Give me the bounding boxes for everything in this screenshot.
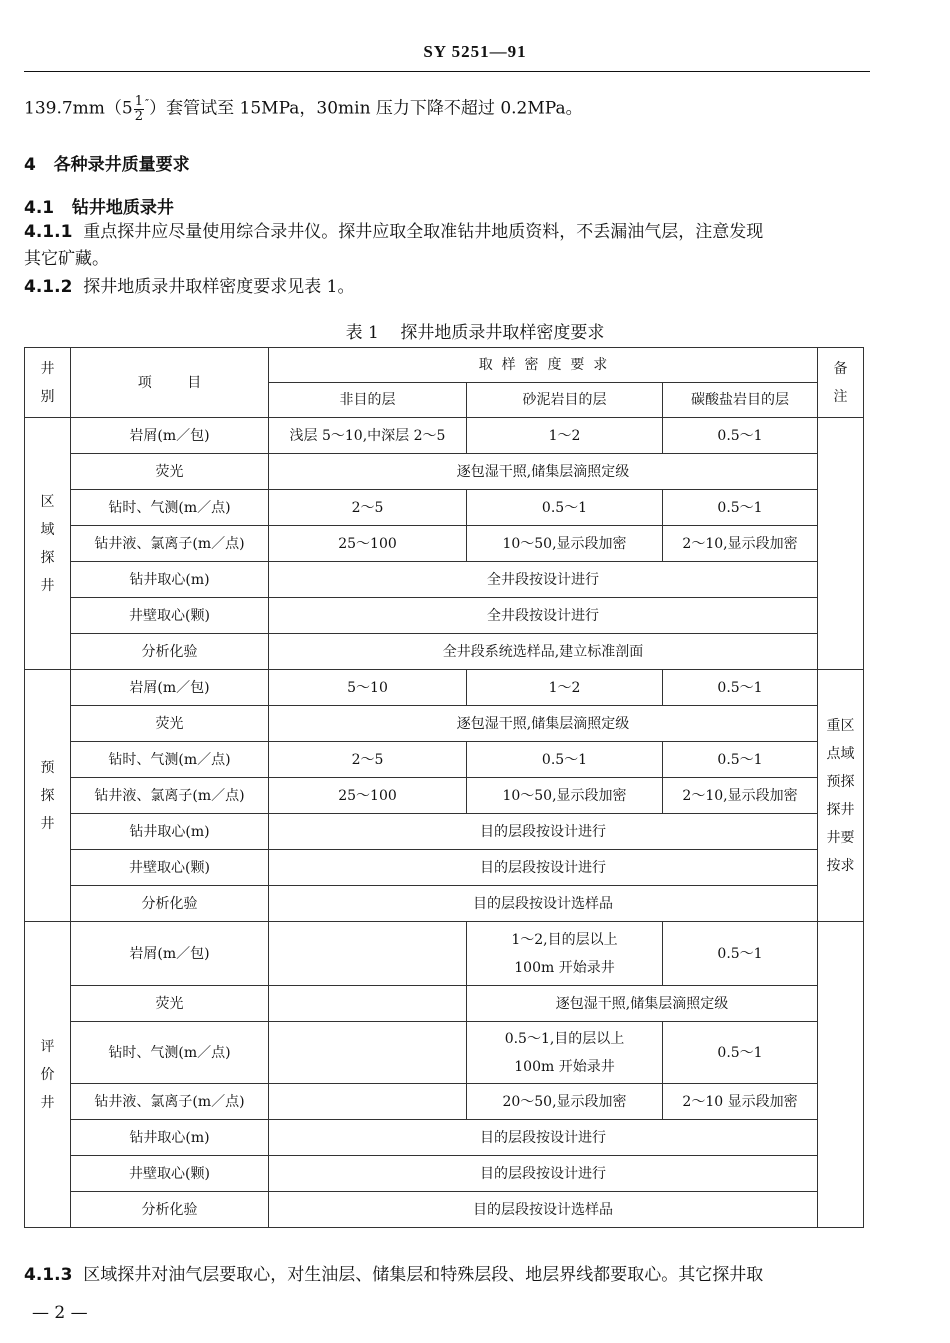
table-cell: 岩屑(m／包) — [71, 670, 269, 706]
section-4-number: 4 — [24, 155, 36, 175]
table-cell: 25～100 — [269, 778, 467, 814]
p413-number: 4.1.3 — [24, 1265, 73, 1285]
table-cell: 钻时、气测(m／点) — [71, 742, 269, 778]
table-cell: 浅层 5～10,中深层 2～5 — [269, 418, 467, 454]
table-cell: 钻井液、氯离子(m／点) — [71, 1084, 269, 1120]
table-cell: 目的层段按设计进行 — [269, 850, 818, 886]
header-sand-mud-target: 砂泥岩目的层 — [467, 383, 663, 418]
paragraph-413 — [24, 1262, 763, 1289]
table-cell-empty — [269, 922, 467, 986]
section-4-heading — [24, 150, 190, 175]
p411-number: 4.1.1 — [24, 222, 73, 242]
header-item: 项 目 — [71, 348, 269, 418]
header-sampling-density: 取 样 密 度 要 求 — [269, 348, 818, 383]
table-cell: 逐包湿干照,储集层滴照定级 — [269, 454, 818, 490]
table-cell: 岩屑(m／包) — [71, 922, 269, 986]
table-cell: 0.5～1 — [663, 742, 818, 778]
table-cell: 1～2,目的层以上 100m 开始录井 — [467, 922, 663, 986]
table-cell: 10～50,显示段加密 — [467, 526, 663, 562]
header-rule — [24, 71, 870, 72]
table-cell: 2～5 — [269, 490, 467, 526]
table-cell: 目的层段按设计进行 — [269, 1120, 818, 1156]
table-cell: 0.5～1 — [663, 418, 818, 454]
table-cell-empty — [269, 1084, 467, 1120]
note-preliminary: 重区 点域 预探 探井 井要 按求 — [818, 670, 864, 922]
table-cell: 2～10 显示段加密 — [663, 1084, 818, 1120]
table-cell: 1～2 — [467, 418, 663, 454]
table-cell: 目的层段按设计进行 — [269, 814, 818, 850]
intro-prefix: 139.7mm（5 — [24, 98, 133, 119]
p412-number: 4.1.2 — [24, 277, 73, 297]
table-cell-empty — [269, 986, 467, 1022]
p413-text: 区域探井对油气层要取心，对生油层、储集层和特殊层段、地层界线都要取心。其它探井取 — [83, 1265, 764, 1285]
document-code: SY 5251—91 — [423, 42, 527, 61]
table-cell: 钻时、气测(m／点) — [71, 490, 269, 526]
table-cell: 荧光 — [71, 454, 269, 490]
section-41-number: 4.1 — [24, 198, 55, 218]
table-cell: 岩屑(m／包) — [71, 418, 269, 454]
p411-line2: 其它矿藏。 — [24, 249, 109, 269]
page-number: — 2 — — [32, 1303, 88, 1323]
table-cell: 钻井取心(m) — [71, 814, 269, 850]
header-non-target-layer: 非目的层 — [269, 383, 467, 418]
table-cell: 1～2 — [467, 670, 663, 706]
table-cell: 分析化验 — [71, 886, 269, 922]
table-cell: 井壁取心(颗) — [71, 598, 269, 634]
table-cell: 钻井液、氯离子(m／点) — [71, 526, 269, 562]
table-cell: 5～10 — [269, 670, 467, 706]
group-appraisal: 评 价 井 — [25, 922, 71, 1228]
table-cell: 0.5～1 — [663, 1022, 818, 1084]
table-cell: 井壁取心(颗) — [71, 850, 269, 886]
fraction-denominator: 2 — [134, 108, 144, 124]
sampling-density-table — [24, 347, 864, 1228]
table-cell: 2～10,显示段加密 — [663, 778, 818, 814]
table-cell: 井壁取心(颗) — [71, 1156, 269, 1192]
table-cell: 钻时、气测(m／点) — [71, 1022, 269, 1084]
header-well-type: 井 别 — [25, 348, 71, 418]
table-caption: 表 1 探井地质录井取样密度要求 — [345, 323, 605, 343]
table-cell: 2～10,显示段加密 — [663, 526, 818, 562]
group-regional-exploration: 区 域 探 井 — [25, 418, 71, 670]
note-cell-empty — [818, 418, 864, 670]
fraction — [134, 95, 144, 124]
table-cell: 钻井取心(m) — [71, 562, 269, 598]
table-cell: 钻井液、氯离子(m／点) — [71, 778, 269, 814]
table-cell: 分析化验 — [71, 1192, 269, 1228]
table-cell: 0.5～1 — [663, 490, 818, 526]
paragraph-411 — [24, 219, 870, 273]
section-41-title: 钻井地质录井 — [71, 198, 174, 218]
table-cell: 0.5～1 — [467, 490, 663, 526]
paragraph-412 — [24, 274, 354, 301]
intro-suffix: ）套管试至 15MPa，30min 压力下降不超过 0.2MPa。 — [149, 98, 583, 119]
table-cell: 0.5～1,目的层以上 100m 开始录井 — [467, 1022, 663, 1084]
header-carbonate-target: 碳酸盐岩目的层 — [663, 383, 818, 418]
table-cell: 目的层段按设计选样品 — [269, 1192, 818, 1228]
intro-line — [24, 90, 583, 124]
table-cell: 20～50,显示段加密 — [467, 1084, 663, 1120]
table-cell: 0.5～1 — [663, 670, 818, 706]
table-cell: 荧光 — [71, 986, 269, 1022]
table-cell: 全井段系统选样品,建立标准剖面 — [269, 634, 818, 670]
table-cell: 荧光 — [71, 706, 269, 742]
table-cell: 0.5～1 — [467, 742, 663, 778]
table-cell: 全井段按设计进行 — [269, 598, 818, 634]
table-cell: 0.5～1 — [663, 922, 818, 986]
section-4-title: 各种录井质量要求 — [53, 155, 190, 175]
table-cell: 钻井取心(m) — [71, 1120, 269, 1156]
table-cell: 目的层段按设计进行 — [269, 1156, 818, 1192]
table-cell: 逐包湿干照,储集层滴照定级 — [269, 706, 818, 742]
group-preliminary-exploration: 预 探 井 — [25, 670, 71, 922]
table-cell: 10～50,显示段加密 — [467, 778, 663, 814]
table-cell: 25～100 — [269, 526, 467, 562]
table-cell: 逐包湿干照,储集层滴照定级 — [467, 986, 818, 1022]
table-cell-empty — [269, 1022, 467, 1084]
inch-mark: ″ — [145, 97, 150, 110]
p411-line1: 重点探井应尽量使用综合录井仪。探井应取全取准钻井地质资料，不丢漏油气层，注意发现 — [83, 222, 764, 242]
section-41-heading — [24, 193, 174, 218]
table-cell: 2～5 — [269, 742, 467, 778]
table-cell: 分析化验 — [71, 634, 269, 670]
header-note: 备 注 — [818, 348, 864, 418]
p412-text: 探井地质录井取样密度要求见表 1。 — [83, 277, 355, 297]
table-cell: 全井段按设计进行 — [269, 562, 818, 598]
fraction-numerator: 1 — [134, 93, 144, 109]
table-cell: 目的层段按设计选样品 — [269, 886, 818, 922]
note-cell-empty — [818, 922, 864, 1228]
